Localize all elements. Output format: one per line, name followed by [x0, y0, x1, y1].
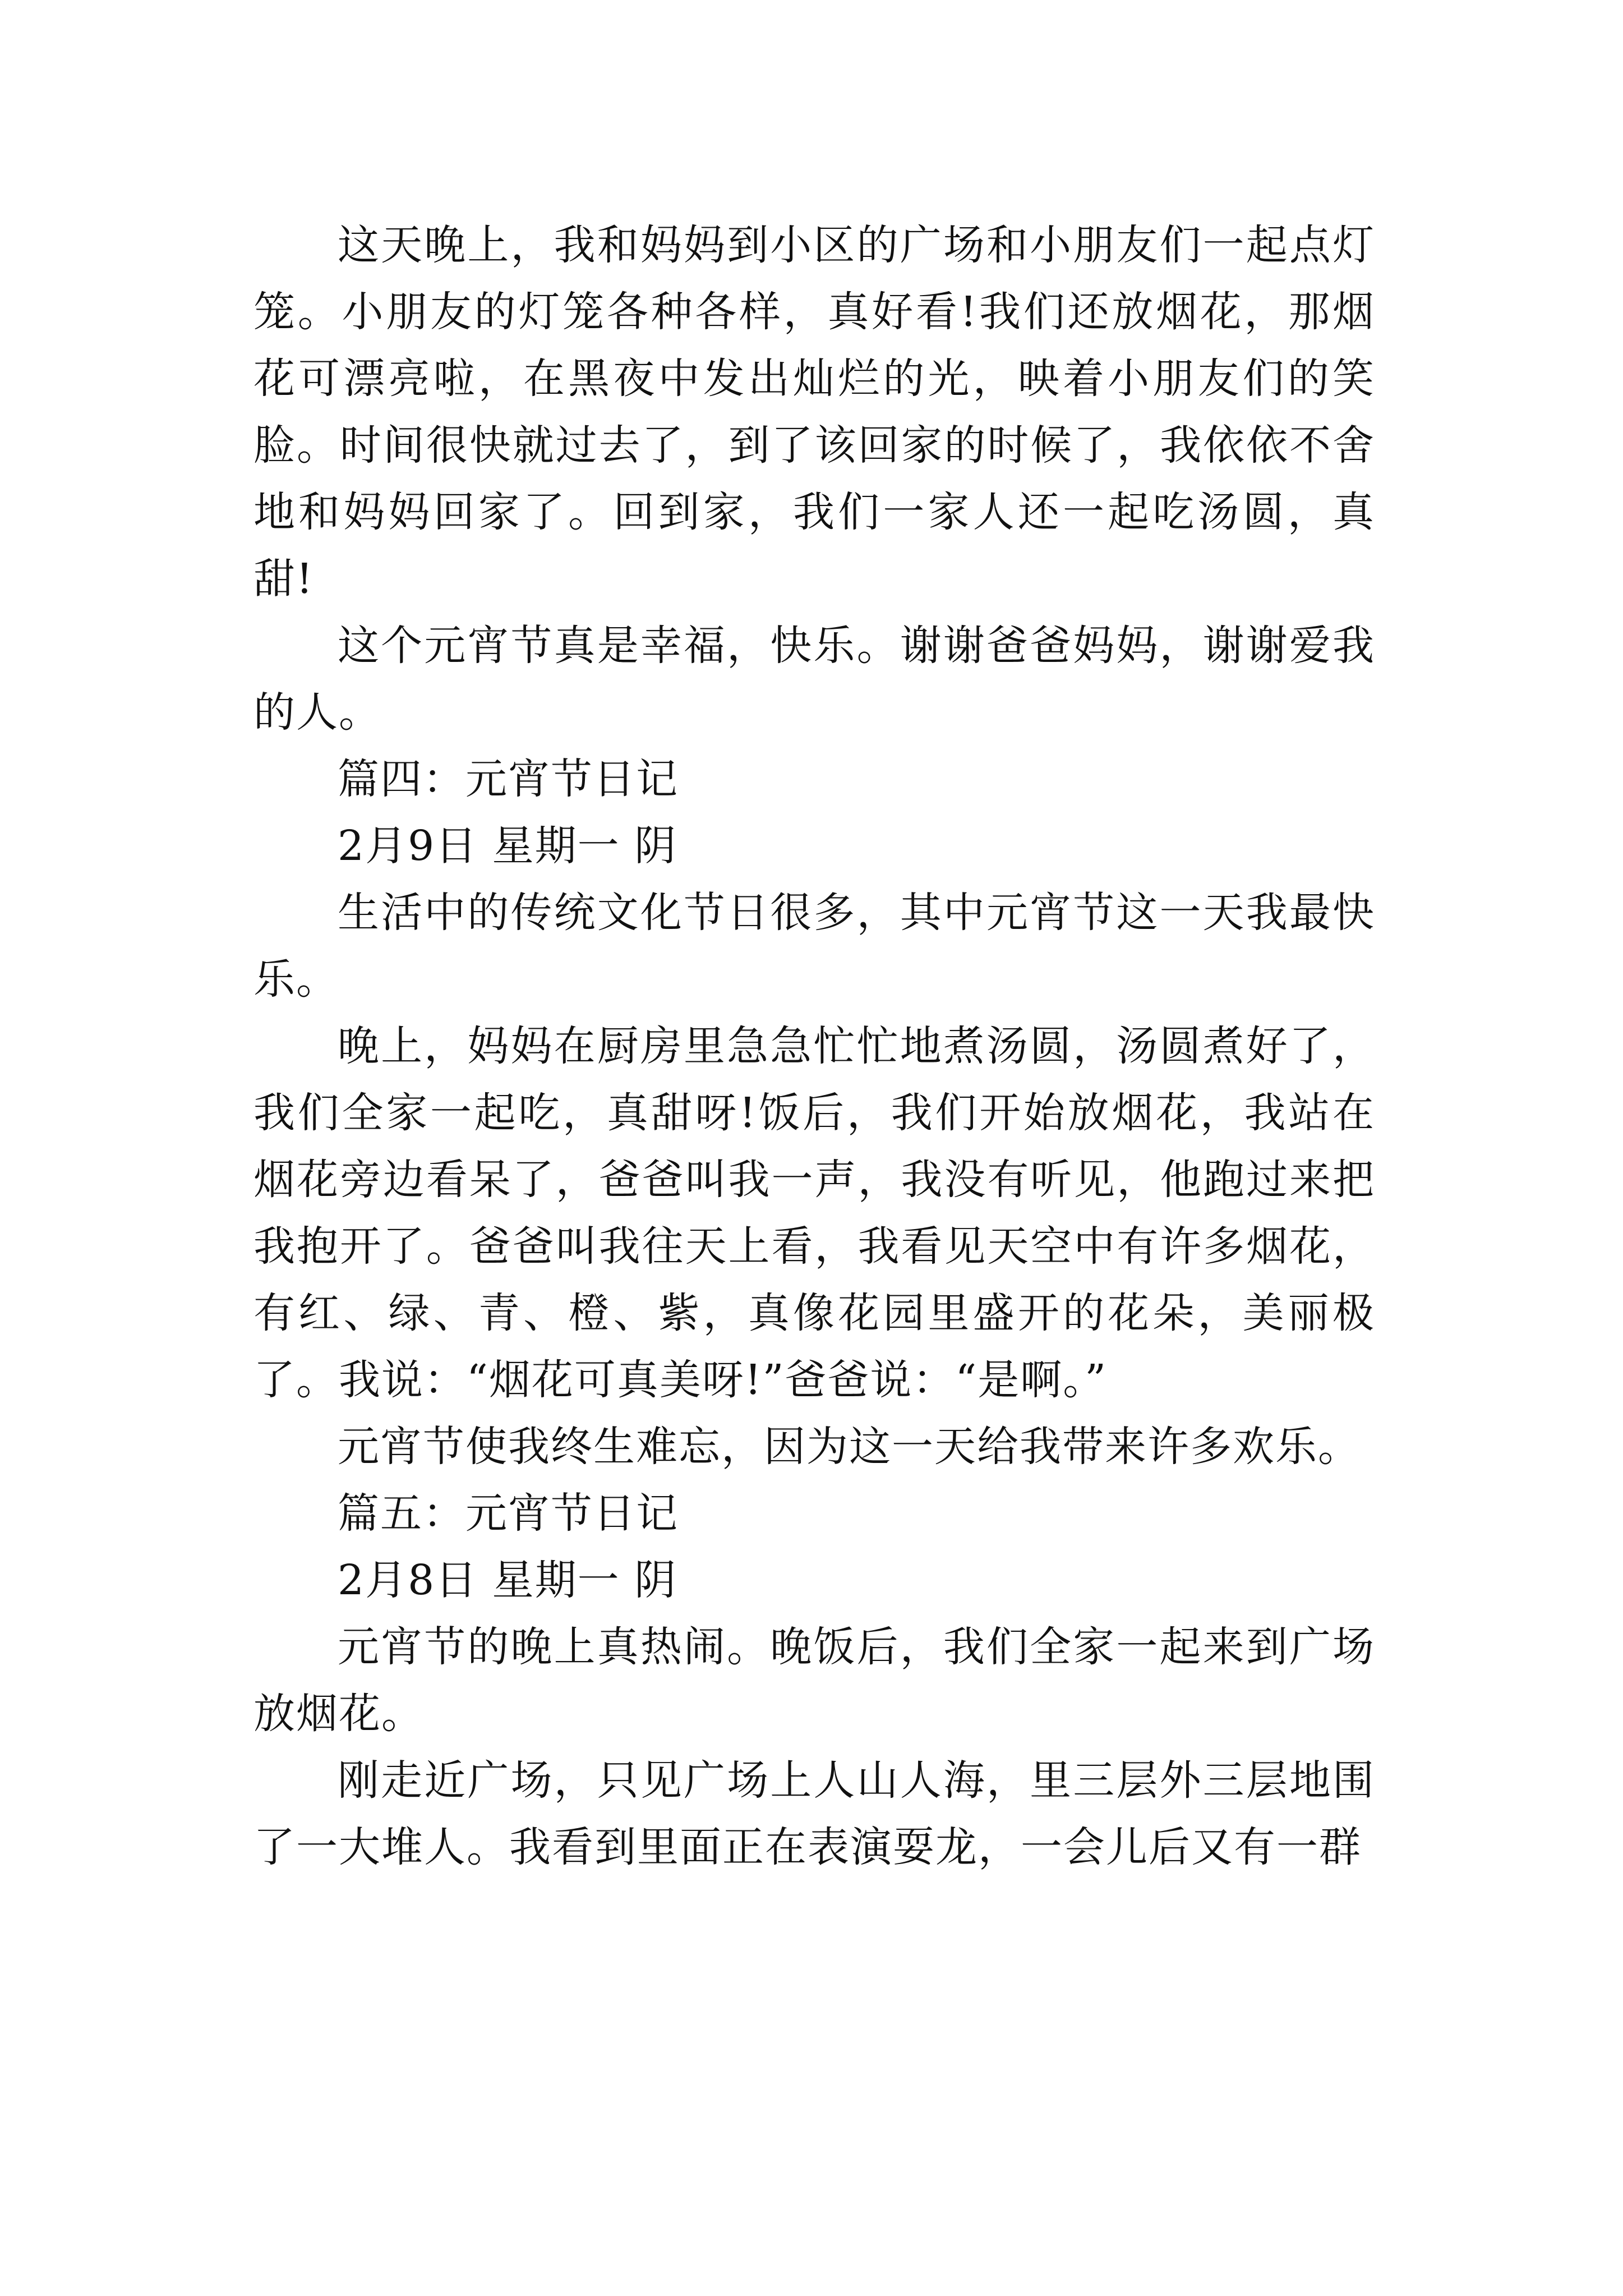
- paragraph-fireworks-evening: 晚上，妈妈在厨房里急急忙忙地煮汤圆，汤圆煮好了，我们全家一起吃，真甜呀!饭后，我们开始放烟花，我站在烟花旁边看呆了，爸爸叫我一声，我没有听见，他跑过来把我抱开了。爸爸叫我往天上看，我看见天空中有许多烟花，有红、绿、青、橙、紫，真像花园里盛开的花朵，美丽极了。我说：“烟花可真美呀!”爸爸说：“是啊。”: [253, 1022, 1375, 1404]
- diary-date-part-five: 2月8日 星期一 阴: [338, 1556, 677, 1604]
- paragraph-traditional-festivals: 生活中的传统文化节日很多，其中元宵节这一天我最快乐。: [253, 889, 1375, 1004]
- diary-date-part-four: 2月9日 星期一 阴: [338, 822, 677, 870]
- paragraph-happy-lantern-festival: 这个元宵节真是幸福，快乐。谢谢爸爸妈妈，谢谢爱我的人。: [253, 622, 1375, 737]
- section-heading-part-four: 篇四：元宵节日记: [338, 755, 679, 803]
- paragraph-unforgettable: 元宵节使我终生难忘，因为这一天给我带来许多欢乐。: [338, 1423, 1361, 1471]
- paragraph-square-crowd: 刚走近广场，只见广场上人山人海，里三层外三层地围了一大堆人。我看到里面正在表演耍龙，一会儿后又有一群: [253, 1756, 1375, 1871]
- document-body: [253, 212, 1375, 1881]
- section-heading-part-five: 篇五：元宵节日记: [338, 1489, 679, 1538]
- paragraph-lively-evening: 元宵节的晚上真热闹。晚饭后，我们全家一起来到广场放烟花。: [253, 1623, 1375, 1738]
- paragraph-lantern-evening: 这天晚上，我和妈妈到小区的广场和小朋友们一起点灯笼。小朋友的灯笼各种各样，真好看!我们还放烟花，那烟花可漂亮啦，在黑夜中发出灿烂的光，映着小朋友们的笑脸。时间很快就过去了，到了该回家的时候了，我依依不舍地和妈妈回家了。回到家，我们一家人还一起吃汤圆，真甜!: [253, 221, 1375, 603]
